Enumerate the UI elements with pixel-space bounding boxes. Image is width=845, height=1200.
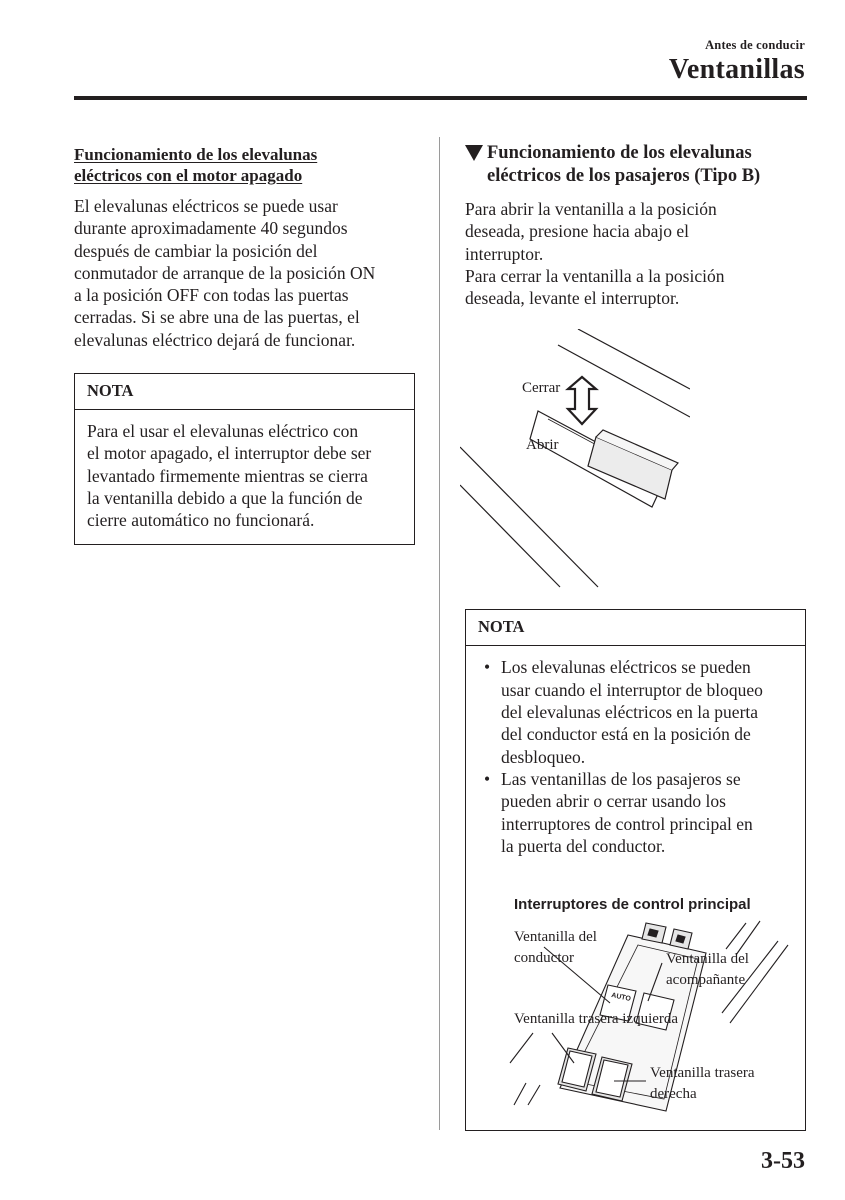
note-line: levantado firmemente mientras se cierra [87, 465, 368, 486]
list-item-line: pueden abrir o cerrar usando los [501, 791, 726, 812]
engine-off-subheading [74, 144, 415, 186]
label-line: conductor [514, 950, 574, 967]
paragraph-line: conmutador de arranque de la posición ON [74, 262, 376, 283]
note-title: NOTA [466, 610, 805, 646]
note-box-left [74, 373, 415, 544]
paragraph-line: deseada, presione hacia abajo el [465, 221, 689, 242]
note-box-right [465, 609, 806, 1131]
open-label: Abrir [526, 437, 559, 454]
column-divider [439, 137, 440, 1130]
passenger-windows-paragraph [465, 198, 806, 309]
bullet-icon: • [484, 768, 491, 789]
label-line: Ventanilla del [514, 929, 597, 946]
subheading-line: Funcionamiento de los elevalunas [74, 145, 318, 164]
list-item-line: del conductor está en la posición de [501, 724, 751, 745]
header-rule [74, 96, 807, 100]
paragraph-line: cerradas. Si se abre una de las puertas, el [74, 307, 360, 328]
triangle-marker-icon [465, 145, 483, 161]
note-line: Para el usar el elevalunas eléctrico con [87, 421, 359, 442]
passenger-window-label [666, 949, 749, 991]
list-item-line: Los elevalunas eléctricos se pueden [501, 657, 751, 678]
note-line: cierre automático no funcionará. [87, 510, 315, 531]
heading-line: Funcionamiento de los elevalunas [487, 143, 752, 163]
paragraph-line: a la posición OFF con todas las puertas [74, 285, 349, 306]
note-bullet-list [478, 656, 793, 857]
list-item-line: del elevalunas eléctricos en la puerta [501, 702, 759, 723]
auto-label: AUTO [610, 992, 632, 1004]
note-line: el motor apagado, el interruptor debe ser [87, 443, 372, 464]
section-label: Antes de conducir [705, 38, 805, 52]
passenger-windows-heading [465, 142, 806, 188]
list-item-line: interruptores de control principal en [501, 813, 753, 834]
paragraph-line: El elevalunas eléctricos se puede usar [74, 196, 338, 216]
page-number: 3-53 [761, 1148, 805, 1174]
paragraph-line: elevalunas eléctrico dejará de funcionar. [74, 329, 356, 350]
driver-window-label [514, 927, 597, 969]
double-arrow-icon [568, 377, 596, 424]
page-title: Ventanillas [668, 54, 805, 85]
passenger-switch-illustration [460, 329, 690, 589]
paragraph-line: durante aproximadamente 40 segundos [74, 218, 348, 239]
paragraph-line: deseada, levante el interruptor. [465, 288, 680, 309]
subheading-line: eléctricos con el motor apagado [74, 166, 303, 185]
right-column [465, 142, 806, 1131]
main-control-switches-illustration [478, 883, 798, 1118]
note-line: la ventanilla debido a que la función de [87, 487, 363, 508]
paragraph-line: después de cambiar la posición del [74, 240, 318, 261]
bullet-icon: • [484, 657, 491, 678]
list-item-line: la puerta del conductor. [501, 835, 666, 856]
rear-left-window-label: Ventanilla trasera izquierda [514, 1011, 679, 1028]
list-item-line: desbloqueo. [501, 746, 586, 767]
paragraph-line: interruptor. [465, 243, 544, 264]
list-item [478, 768, 793, 857]
paragraph-line: Para cerrar la ventanilla a la posición [465, 265, 725, 286]
label-line: Ventanilla del [666, 951, 749, 968]
label-line: Ventanilla trasera [650, 1065, 755, 1082]
note-body [75, 410, 414, 543]
note-title: NOTA [75, 374, 414, 410]
figure-title: Interruptores de control principal [514, 896, 751, 914]
note-body [466, 646, 805, 1130]
engine-off-paragraph [74, 195, 415, 351]
heading-line: eléctricos de los pasajeros (Tipo B) [487, 166, 761, 186]
rear-right-window-label [650, 1063, 755, 1105]
list-item [478, 656, 793, 767]
label-line: derecha [650, 1086, 697, 1103]
passenger-switch-drawing [460, 329, 690, 589]
list-item-line: usar cuando el interruptor de bloqueo [501, 679, 763, 700]
list-item-line: Las ventanillas de los pasajeros se [501, 768, 741, 789]
label-line: acompañante [666, 972, 746, 989]
left-column [74, 142, 415, 545]
close-label: Cerrar [522, 380, 561, 397]
paragraph-line: Para abrir la ventanilla a la posición [465, 199, 717, 219]
